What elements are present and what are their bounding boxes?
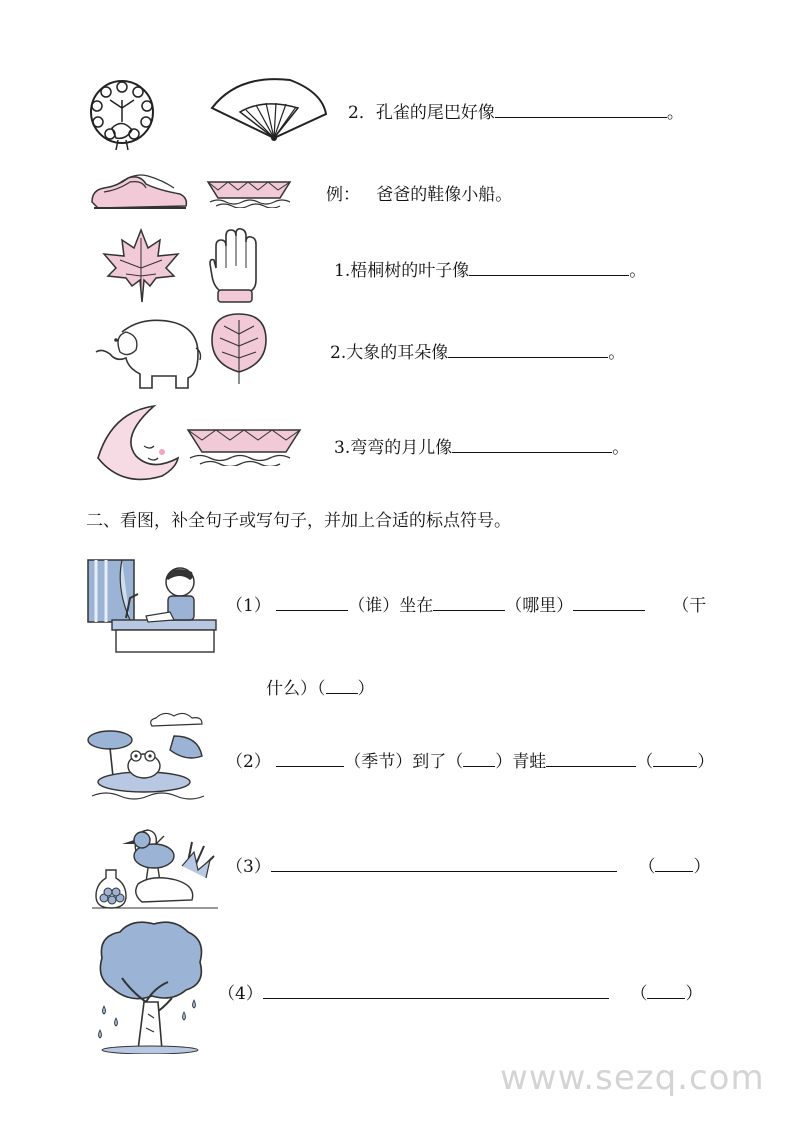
where-blank[interactable] bbox=[433, 594, 505, 611]
hand-icon bbox=[208, 228, 260, 306]
item-end: 。 bbox=[612, 438, 630, 458]
punctuation-blank[interactable] bbox=[647, 982, 685, 999]
item-text: 2.大象的耳朵像 bbox=[330, 343, 449, 363]
sentence-number: （4） bbox=[218, 984, 263, 1004]
boy-reading-icon bbox=[86, 558, 218, 656]
sentence-1-continued bbox=[266, 677, 375, 699]
answer-blank[interactable] bbox=[469, 259, 629, 276]
item-text: 1.梧桐树的叶子像 bbox=[334, 261, 470, 281]
example-sentence bbox=[326, 185, 512, 205]
question-text: 孔雀的尾巴好像 bbox=[375, 103, 495, 123]
example-label: 例： bbox=[326, 185, 360, 205]
action-blank[interactable] bbox=[573, 594, 645, 611]
sentence-number: （2） bbox=[226, 752, 271, 772]
boat-icon bbox=[186, 420, 302, 466]
bracket-open: （ bbox=[636, 752, 654, 772]
item-text: 3.弯弯的月儿像 bbox=[334, 438, 453, 458]
shoes-icon bbox=[88, 168, 190, 214]
sentence-2 bbox=[226, 750, 714, 772]
sentence-blank[interactable] bbox=[271, 855, 617, 872]
question-number: 2． bbox=[348, 103, 376, 123]
sentence-4 bbox=[218, 982, 702, 1004]
sentence-number: （1） bbox=[226, 596, 271, 616]
watermark: www.sezq.com bbox=[500, 1058, 765, 1098]
frog-action-blank[interactable] bbox=[546, 750, 636, 767]
question-end: 。 bbox=[666, 103, 684, 123]
answer-blank[interactable] bbox=[448, 341, 608, 358]
sentence-number: （3） bbox=[226, 857, 271, 877]
leaf-icon bbox=[208, 310, 270, 386]
bracket-close: ） bbox=[685, 984, 703, 1004]
peacock-question bbox=[348, 101, 684, 123]
elephant-icon bbox=[92, 312, 204, 390]
item-1 bbox=[334, 259, 646, 281]
sentence-3 bbox=[226, 855, 710, 877]
punctuation-blank[interactable] bbox=[463, 750, 495, 767]
who-blank[interactable] bbox=[276, 594, 348, 611]
item-2 bbox=[330, 341, 625, 363]
bracket-close: ） bbox=[697, 752, 715, 772]
punctuation-blank[interactable] bbox=[655, 855, 693, 872]
punctuation-blank[interactable] bbox=[653, 750, 697, 767]
punctuation-blank[interactable] bbox=[326, 677, 358, 694]
who-prompt: （谁）坐在 bbox=[348, 596, 434, 616]
season-prompt: （季节）到了（ bbox=[344, 752, 464, 772]
what-prompt-start: （干 bbox=[672, 596, 707, 616]
fan-icon bbox=[208, 78, 328, 144]
item-end: 。 bbox=[608, 343, 626, 363]
sentence-1 bbox=[226, 594, 706, 616]
tree-rain-icon bbox=[92, 918, 208, 1054]
season-blank[interactable] bbox=[276, 750, 344, 767]
bracket-close: ） bbox=[693, 857, 711, 877]
peacock-icon bbox=[86, 78, 158, 154]
section-title: 二、看图，补全句子或写句子，并加上合适的标点符号。 bbox=[86, 511, 511, 531]
bracket-close: ） bbox=[357, 679, 375, 699]
boat-icon bbox=[206, 176, 292, 208]
sentence-blank[interactable] bbox=[263, 982, 609, 999]
bracket-open: （ bbox=[630, 984, 648, 1004]
frog-lotus-icon bbox=[86, 710, 214, 800]
moon-icon bbox=[92, 402, 182, 486]
item-3 bbox=[334, 436, 629, 458]
where-prompt: （哪里） bbox=[505, 596, 574, 616]
frog-prompt: ）青蛙 bbox=[495, 752, 547, 772]
item-end: 。 bbox=[629, 261, 647, 281]
bracket-open: （ bbox=[638, 857, 656, 877]
maple-leaf-icon bbox=[100, 228, 182, 304]
answer-blank[interactable] bbox=[495, 101, 667, 118]
crow-bottle-icon bbox=[92, 822, 218, 910]
example-text: 爸爸的鞋像小船。 bbox=[376, 185, 513, 205]
what-prompt-end: 什么）（ bbox=[266, 679, 326, 699]
answer-blank[interactable] bbox=[452, 436, 612, 453]
